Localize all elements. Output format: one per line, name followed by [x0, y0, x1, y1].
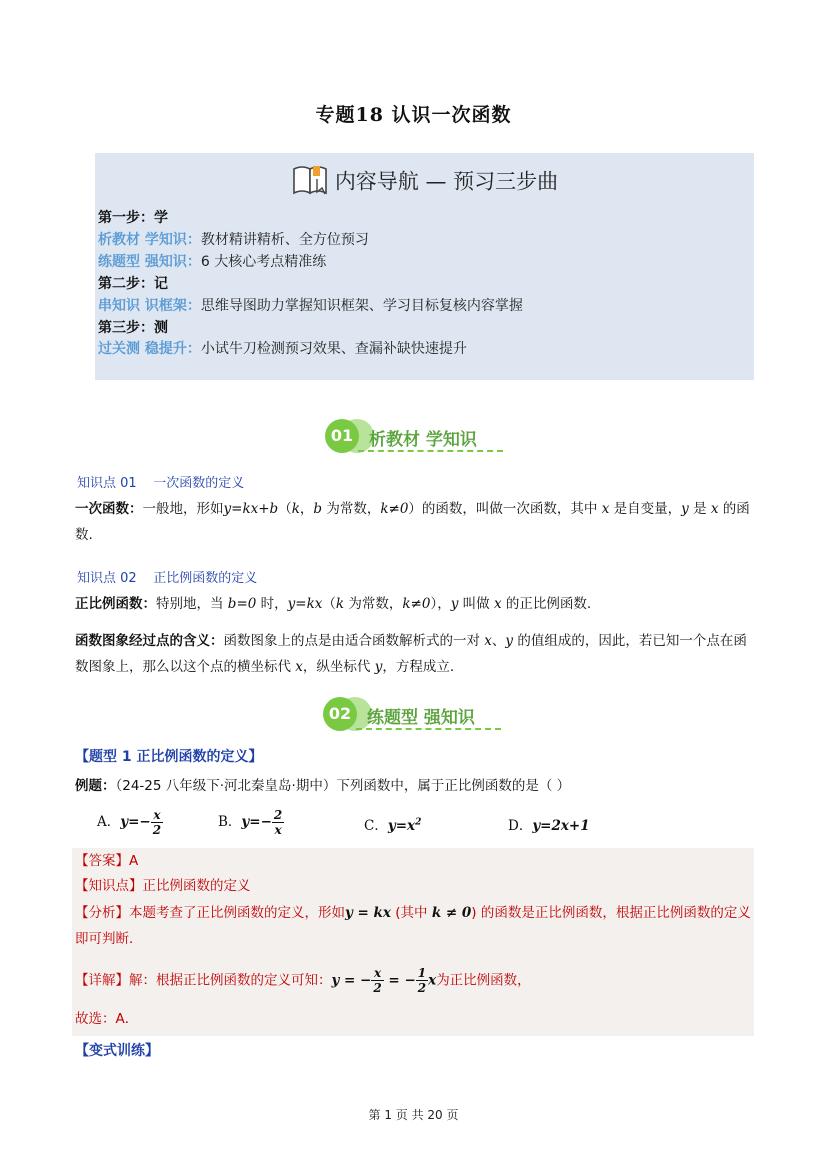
section-underline — [358, 450, 503, 452]
question-type-title: 【题型 1 正比例函数的定义】 — [75, 749, 263, 765]
section-02-header — [0, 695, 827, 735]
answer-line: 【答案】A — [75, 853, 139, 869]
option-a: A．y=− $\frac{x}{2}$ — [97, 808, 162, 837]
graph-point-meaning: 函数图象经过点的含义：函数图象上的点是由适合函数解析式的一对 x、y 的值组成的，因此，若已知一个点在函数图象上，那么以这个点的横坐标代 x，纵坐标代 y，方程成立. — [75, 633, 747, 675]
example-question: 例题：（24-25 八年级下·河北秦皇岛·期中）下列函数中，属于正比例函数的是（ ） — [75, 778, 571, 794]
content-navigation-box — [95, 153, 754, 380]
nav-heading-text: 内容导航 — 预习三步曲 — [334, 169, 559, 194]
answer-analysis: 【分析】本题考查了正比例函数的定义，形如y = kx (其中 k ≠ 0) 的函数是正比例函数，根据正比例函数的定义即可判断． — [75, 905, 751, 947]
step-2: 第二步：记 — [98, 276, 168, 292]
option-b: B．y=− $\frac{2}{x}$ — [218, 808, 283, 837]
section-01-header — [0, 417, 827, 457]
step-3: 第三步：测 — [98, 320, 168, 336]
variant-training-title: 【变式训练】 — [75, 1043, 159, 1059]
section-label: 练题型 强知识 — [367, 708, 475, 728]
page-footer: 第 1 页 共 20 页 — [368, 1108, 459, 1122]
step-1-item-b: 练题型 强知识：6 大核心考点精准练 — [98, 254, 327, 270]
page-title: 专题18 认识一次函数 — [315, 104, 512, 126]
option-c: C．$y=x^2$ — [364, 817, 422, 834]
option-d: D．y=2x+1 — [508, 818, 590, 834]
step-1: 第一步：学 — [98, 210, 168, 226]
section-number-badge: 02 — [323, 697, 357, 731]
nav-heading — [95, 163, 754, 202]
book-icon — [291, 163, 331, 202]
step-3-item-a: 过关测 稳提升：小试牛刀检测预习效果、查漏补缺快速提升 — [98, 341, 467, 357]
answer-choice: 故选：A． — [75, 1011, 139, 1027]
step-1-item-a: 析教材 学知识：教材精讲精析、全方位预习 — [98, 232, 369, 248]
section-label: 析教材 学知识 — [369, 430, 477, 450]
answer-box — [72, 848, 754, 1036]
step-2-item-a: 串知识 识框架：思维导图助力掌握知识框架、学习目标复核内容掌握 — [98, 298, 523, 314]
proportional-function-definition: 正比例函数：特别地，当 b=0 时，y=kx（k 为常数，k≠0），y 叫做 x 的正比例函数. — [75, 596, 592, 612]
answer-detail: 【详解】解：根据正比例函数的定义可知：y = − $\frac{x}{2}$ = − $\frac{1}{2}$ x为正比例函数， — [75, 966, 531, 995]
answer-knowledge-point: 【知识点】正比例函数的定义 — [75, 878, 251, 894]
knowledge-point-01: 知识点 01 一次函数的定义 — [77, 476, 245, 491]
section-underline — [356, 728, 501, 730]
linear-function-definition: 一次函数：一般地，形如y=kx+b（k，b 为常数，k≠0）的函数，叫做一次函数，其中 x 是自变量，y 是 x 的函数. — [75, 501, 750, 543]
section-number-badge: 01 — [325, 419, 359, 453]
knowledge-point-02: 知识点 02 正比例函数的定义 — [77, 571, 258, 586]
